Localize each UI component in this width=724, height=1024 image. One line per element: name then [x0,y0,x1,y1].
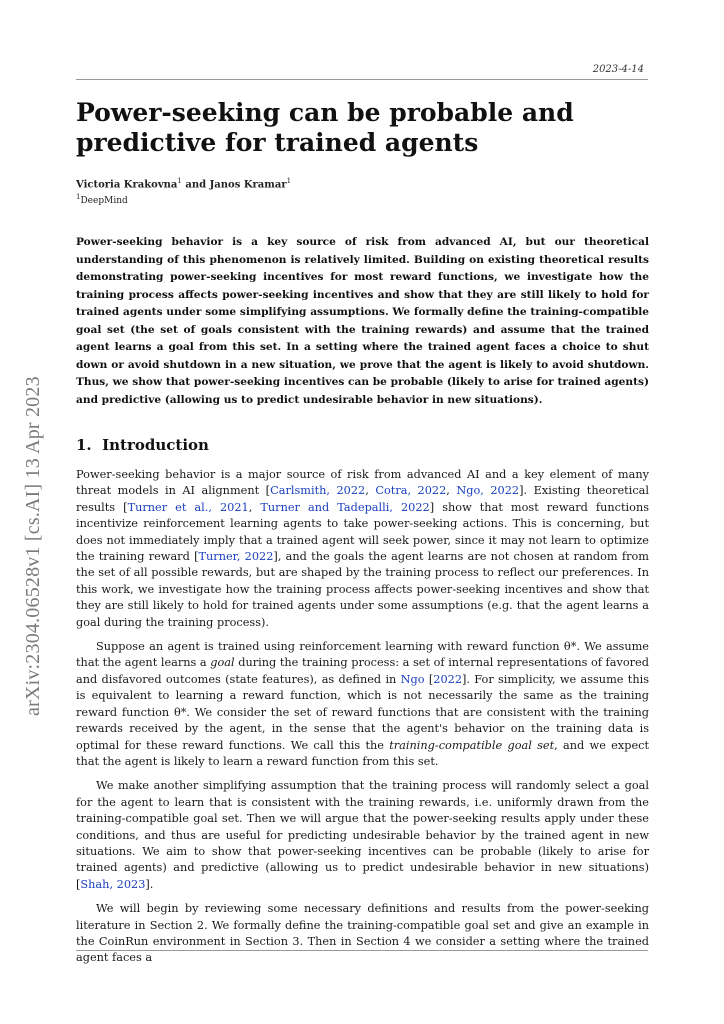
section-title: Introduction [102,436,209,454]
citation-link[interactable]: Shah, 2023 [80,877,146,891]
text-run: , [248,500,261,514]
citation-link[interactable]: Ngo, 2022 [456,484,520,498]
author-line [76,177,291,190]
affiliation-mark: 1 [76,193,81,201]
paper-title: Power-seeking can be probable and predictive for trained agents [76,98,574,157]
text-run: [ [424,672,434,686]
body-text [76,467,649,975]
citation-link[interactable]: Turner, 2022 [198,550,274,564]
text-run: Suppose an agent is trained using reinforcement learning with reward function θ*. We assume that the agent learns a [76,640,649,670]
author-joiner: and [181,179,210,191]
text-run: ]. For simplicity, we assume this is equivalent to learning a reward function, which is not necessarily the same as the training reward function θ*. We consider the set of reward functions that are consistent with the training rewards received by the agent, in the sense that the agent's behavior on the training data is optimal for these reward functions. We call this the [76,672,650,752]
affiliation-line [76,193,128,206]
text-run: , and we expect that the agent is likely to learn a reward function from this set. [76,738,649,768]
text-run: ], and the goals the agent learns are not chosen at random from the set of all possible rewards, but are shaped by the training process to reflect our preferences. In this work, we investigate how the training process affects power-seeking incentives and show that they are still likely to hold for trained agents under some assumptions (e.g. that the agent learns a goal during the training process). [76,550,649,629]
section-number: 1. [76,436,92,454]
header-rule [76,79,648,80]
affiliation-mark: 1 [177,177,182,185]
section-heading [76,436,209,454]
text-run: ] show that most reward functions incentivize reinforcement learning agents to take power-seeking actions. This is concerning, but does not immediately imply that a trained agent will seek power, since it may not learn to optimize the training reward [ [76,500,650,564]
abstract: Power-seeking behavior is a key source of risk from advanced AI, but our theoretical understanding of this phenomenon is relatively limited. Building on existing theoretical results demonstrating power-seeking incentives for most reward functions, we investigate how the training process affects power-seeking incentives and show that they are still likely to hold for trained agents under some simplifying assumptions. We formally define the training-compatible goal set (the set of goals consistent with the training rewards) and assume that the trained agent learns a goal from this set. In a setting where the trained agent faces a choice to shut down or avoid shutdown in a new situation, we prove that the agent is likely to avoid shutdown. Thus, we show that power-seeking incentives can be probable (likely to arise for trained agents) and predictive (allowing us to predict undesirable behavior in new situations). [76,236,649,406]
affiliation-name: DeepMind [80,196,128,206]
citation-link[interactable]: Ngo [400,672,425,686]
text-run: We will begin by reviewing some necessary definitions and results from the power-seeking literature in Section 2. We formally define the training-compatible goal set and give an example in the CoinRun environment in Section 3. Then in Section 4 we consider a setting where the trained agent faces a [76,902,649,965]
paragraph [76,639,649,770]
text-run: , [365,484,376,498]
citation-link[interactable]: 2022 [433,672,463,686]
emphasis: goal [210,656,235,670]
text-run: Power-seeking behavior is a major source of risk from advanced AI and a key element of many threat models in AI alignment [ [76,468,649,498]
footer-rule [76,950,648,951]
text-run: ]. [145,877,154,891]
paragraph [76,778,649,893]
text-run: We make another simplifying assumption that the training process will randomly select a goal for the agent to learn that is consistent with the training rewards, i.e. uniformly drawn from the training-compatible goal set. Then we will argue that the power-seeking results apply under these conditions, and thus are useful for predicting undesirable behavior by the trained agent in new situations. We aim to show that power-seeking incentives can be probable (likely to arise for trained agents) and predictive (allowing us to predict undesirable behavior in new situations) [ [76,779,649,891]
text-run: during the training process: a set of internal representations of favored and disfavored outcomes (state features), as defined in [76,656,649,686]
arxiv-identifier: arXiv:2304.06528v1 [cs.AI] 13 Apr 2023 [22,376,44,716]
emphasis: training-compatible goal set [389,738,555,752]
paragraph [76,467,649,631]
author-name: Victoria Krakovna [76,179,178,191]
citation-link[interactable]: Cotra, 2022 [375,484,447,498]
header-date: 2023-4-14 [592,64,644,75]
author-name: Janos Kramar [209,179,287,191]
affiliation-mark: 1 [286,177,292,185]
citation-link[interactable]: Turner and Tadepalli, 2022 [260,500,430,514]
text-run: , [446,484,457,498]
paragraph [76,901,649,967]
citation-link[interactable]: Carlsmith, 2022 [270,484,366,498]
text-run: ]. Existing theoretical results [ [76,484,650,514]
citation-link[interactable]: Turner et al., 2021 [127,500,249,514]
